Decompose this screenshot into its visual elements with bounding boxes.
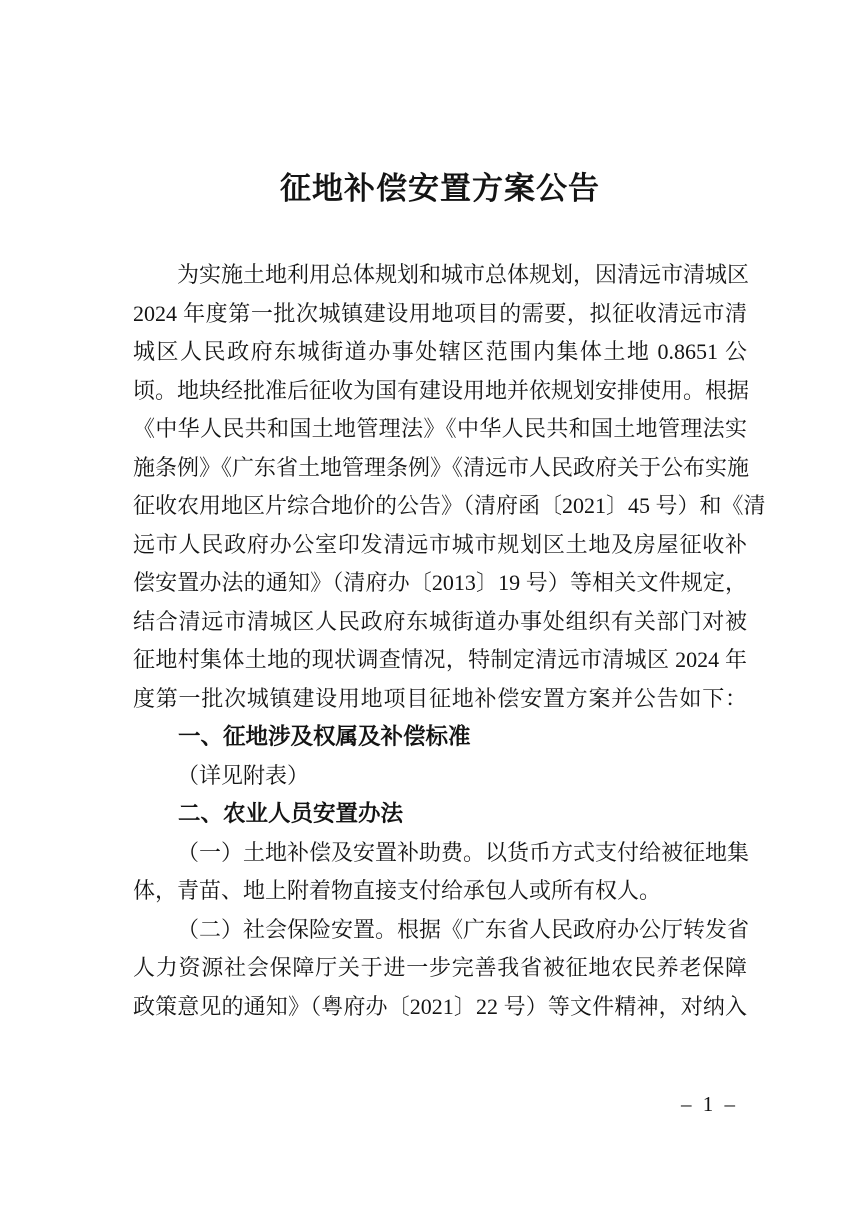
document-line: 施条例》《广东省土地管理条例》《清远市人民政府关于公布实施: [133, 454, 750, 480]
document-line: 偿安置办法的通知》（清府办〔2013〕19 号）等相关文件规定，: [133, 570, 747, 595]
see-attached-table-note: （详见附表）: [177, 762, 310, 788]
document-title: 征地补偿安置方案公告: [280, 171, 600, 206]
document-line: 征地村集体土地的现状调查情况，特制定清远市清城区 2024 年: [133, 647, 747, 672]
document-line: 体，青苗、地上附着物直接支付给承包人或所有权人。: [133, 878, 662, 903]
document-line: 远市人民政府办公室印发清远市城市规划区土地及房屋征收补: [133, 531, 747, 557]
document-line: 顷。地块经批准后征收为国有建设用地并依规划安排使用。根据: [133, 377, 750, 403]
document-line: 政策意见的通知》（粤府办〔2021〕22 号）等文件精神，对纳入: [133, 993, 747, 1019]
section-heading-2: 二、农业人员安置办法: [178, 801, 404, 826]
document-line: 人力资源社会保障厅关于进一步完善我省被征地农民养老保障: [133, 955, 747, 980]
document-line: 城区人民政府东城街道办事处辖区范围内集体土地 0.8651 公: [133, 339, 747, 364]
section-heading-1: 一、征地涉及权属及补偿标准: [178, 724, 471, 749]
document-line: 2024 年度第一批次城镇建设用地项目的需要，拟征收清远市清: [133, 300, 747, 326]
document-line: 为实施土地利用总体规划和城市总体规划，因清远市清城区: [177, 262, 750, 287]
document-body: [133, 256, 766, 1026]
document-line: （二）社会保险安置。根据《广东省人民政府办公厅转发省: [177, 916, 750, 942]
document-line: 度第一批次城镇建设用地项目征地补偿安置方案并公告如下：: [133, 685, 747, 711]
page-number: – 1 –: [681, 1092, 738, 1116]
document-line: 结合清远市清城区人民政府东城街道办事处组织有关部门对被: [133, 608, 747, 634]
document-line: （一）土地补偿及安置补助费。以货币方式支付给被征地集: [177, 839, 750, 865]
document-line: 《中华人民共和国土地管理法》《中华人民共和国土地管理法实: [133, 416, 747, 441]
document-line: 征收农用地区片综合地价的公告》（清府函〔2021〕45 号）和《清: [133, 493, 766, 518]
